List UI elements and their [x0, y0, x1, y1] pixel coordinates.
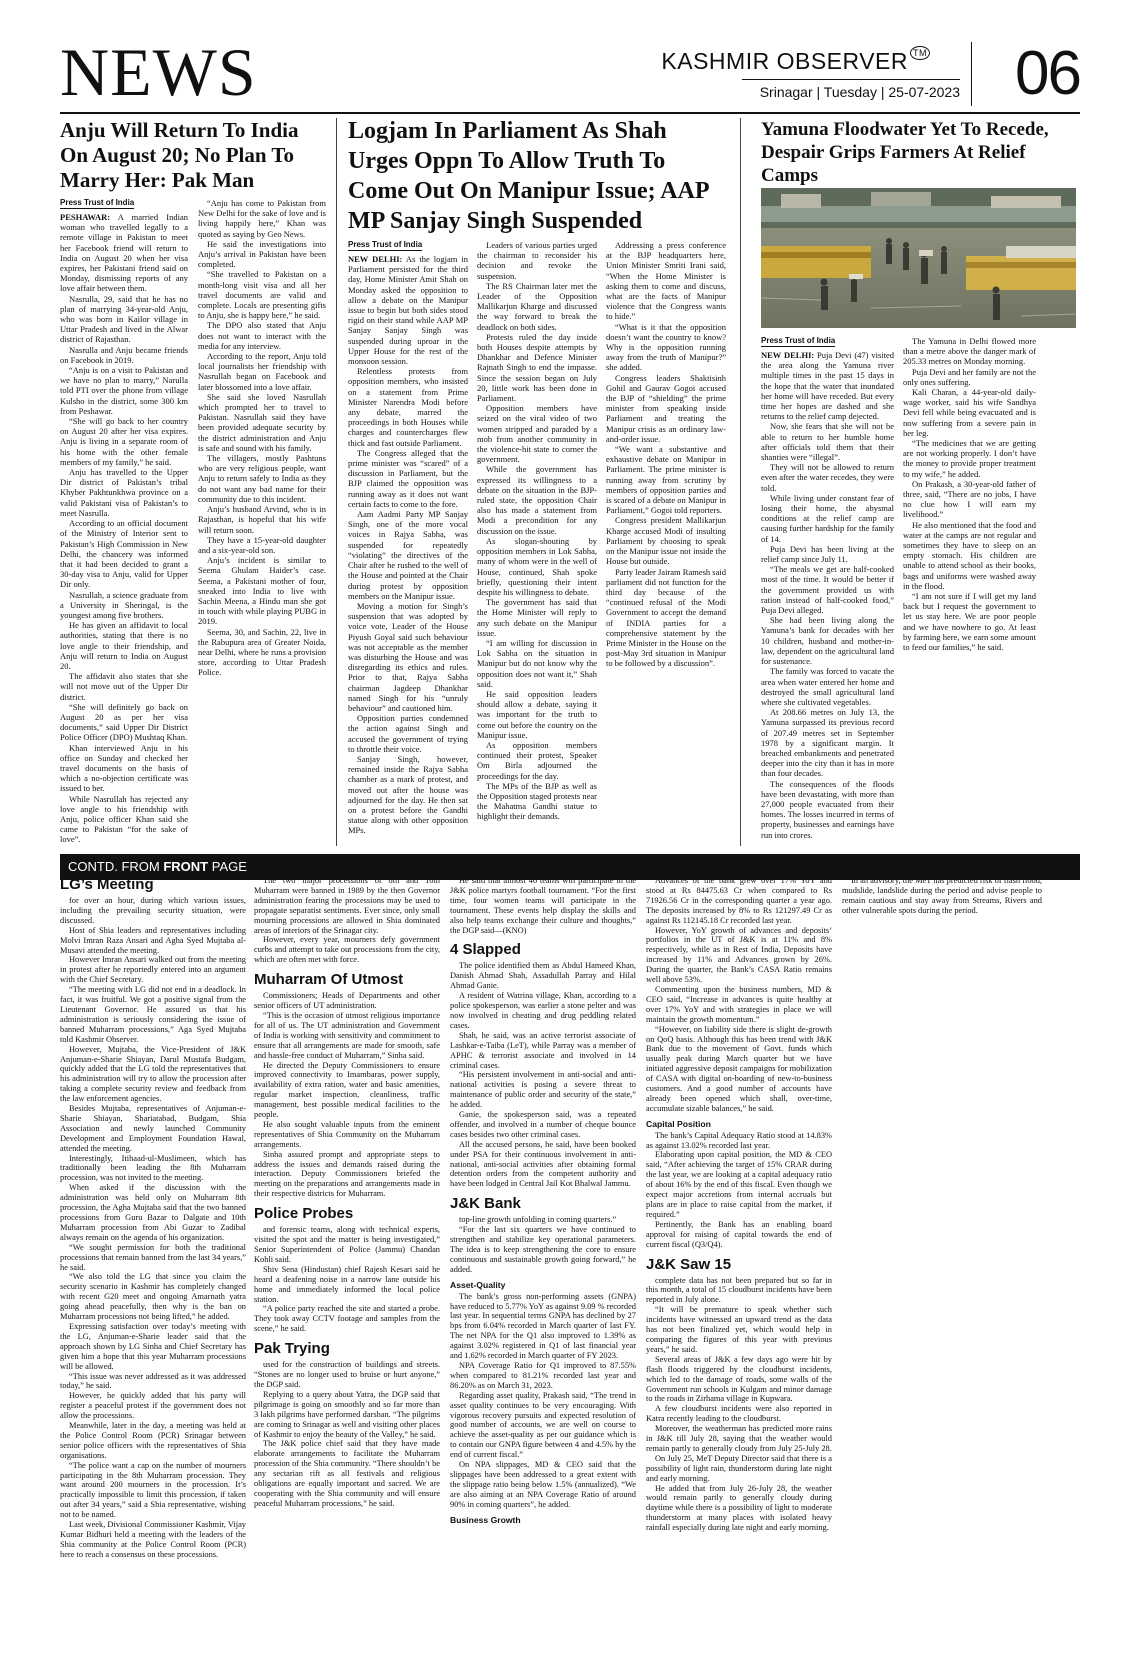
- story-text: Puja Devi (47) visited the area along the Yamuna river multiple times in the past 15 days in the hope that the water that inundated her home will have receded. But every time her hopes are dashed and she returns to the relief camp dejected.: [761, 350, 894, 422]
- masthead-rule: [60, 112, 1080, 114]
- story-paragraph: Khan interviewed Anju in his office on Sunday and checked her travel documents on the basis of which a no-objection certificate was issued to her.: [60, 742, 188, 794]
- story-paragraph: The villagers, mostly Pashtuns who are very religious people, want Anju to return safely to India as they do not want any bad name for their community due to this incident.: [198, 453, 326, 504]
- story-paragraph: Nasrullah, a science graduate from a University in Sheringal, is the youngest among five brothers.: [60, 589, 188, 620]
- story-paragraph: “She travelled to Pakistan on a month-long visit visa and all her travel documents are valid and complete. Locals are presenting gifts to Anju, she is happy here,” he said.: [198, 269, 326, 321]
- story-paragraph: The DPO also stated that Anju does not want to interact with the media for any interview.: [198, 320, 326, 351]
- story-paragraph: According to an official document of the Ministry of Interior sent to Pakistan’s High Commission in New Delhi, the chancery was informed that it had been decided to grant a 30-day visa to Anju, valid for Upper Dir only.: [60, 518, 188, 590]
- section-paragraph: and forensic teams, along with technical experts, visited the spot and the matter is being investigated,” Senior Superintendent of Police (Jammu) Chandan Kohli said.: [254, 1225, 440, 1264]
- story-paragraph: Kali Charan, a 44-year-old daily-wage worker, said his wife Sandhya Devi fell while being evacuated and is now suffering from a severe pain in her leg.: [903, 387, 1036, 438]
- section-heading: J&K Saw 15: [646, 1255, 732, 1273]
- story-dateline: NEW DELHI:: [348, 254, 403, 264]
- section-paragraph: When asked if the discussion with the administration was held only on Muharram 8th procession, the Agha Mujtaba said that the two banned processions from Guru Bazar to Dalgate and 10th Muharram procession from Abi Guzar to Zadibal always remain on the agenda of his organization.: [60, 1183, 246, 1242]
- story-paragraph: Puja Devi has been living at the relief camp since July 11.: [761, 543, 894, 565]
- story-paragraph: [761, 350, 894, 421]
- story-paragraph: Sanjay Singh, however, remained inside the Rajya Sabha chamber as a mark of protest, and moved out after the house was adjourned for the day. He then sat on a protest before the Gandhi statue along with other opposition MPs.: [348, 753, 468, 836]
- story-paragraph: “We want a substantive and exhaustive debate on Manipur in Parliament. The prime minister is running away from scrutiny by members of opposition parties and is scared of a debate on Manipur in Parliament,” Gogoi told reporters.: [606, 444, 726, 516]
- story-dateline: NEW DELHI:: [761, 350, 815, 360]
- story-paragraph: He also mentioned that the food and water at the camps are not regular and sometimes they have to sleep on an empty stomach. His children are unable to attend school as their books, bags and uniforms were washed away in the flood.: [903, 519, 1036, 591]
- section-title: NEWS: [60, 34, 257, 110]
- story2-headline: Logjam In Parliament As Shah Urges Oppn To Allow Truth To Come Out On Manipur Issue; AAP MP Sanjay Singh Suspended: [348, 118, 709, 234]
- story-paragraph: Moving a motion for Singh’s suspension that was adopted by voice vote, Leader of the House Piyush Goyal said such behaviour was not acceptable as the member was disturbing the House and was disregarding its ethics and rules. Prior to that, Rajya Sabha chairman Jagdeep Dhankhar named Singh for his “unruly behaviour” and cautioned him.: [348, 600, 468, 713]
- column-divider: [740, 118, 741, 846]
- section-paragraph: used for the construction of buildings and streets. “Stones are no longer used to bruise or hurt anyone,” the DGP said.: [254, 1360, 440, 1389]
- story2-column-3: [606, 240, 726, 846]
- section-paragraph: On NPA slippages, MD & CEO said that the slippages have been addressed to a great extent with the slippage ratio being below 1.5% (annualized). “We are also aiming at an NPA Coverage Ratio of around 90% in coming quarters”, he added.: [450, 1460, 636, 1509]
- section-heading: J&K Bank: [450, 1195, 521, 1213]
- section-paragraph: Besides Mujtaba, representatives of Anjuman-e-Sharie Shiayan, Shariatabad, Budgam, Shia Association and newly launched Community Development and Employment Foundation Hawal, attended the meeting.: [60, 1104, 246, 1153]
- section-paragraph: Interestingly, Itihaad-ul-Muslimeen, which has traditionally been leading the 8th Muharram procession, was not invited to the meeting.: [60, 1153, 246, 1183]
- contd-suffix: PAGE: [211, 859, 247, 874]
- section-paragraph: Moreover, the weatherman has predicted more rains in J&K till July 28, saying that the weather would remain partly to generally cloudy from July 25-July 28.: [646, 1424, 832, 1453]
- story-paragraph: According to the report, Anju told local journalists her friendship with Nasrullah began on Facebook and later blossomed into a love affair.: [198, 351, 326, 392]
- story-paragraph: The affidavit also states that she will not move out of the Upper Dir district.: [60, 671, 188, 702]
- story-paragraph: [348, 254, 468, 366]
- story-paragraph: They will not be allowed to return even after the water recedes, they were told.: [761, 462, 894, 493]
- story-paragraph: Now, she fears that she will not be able to return to her humble home after officials told them that their shanties were “illegal”.: [761, 421, 894, 463]
- story-paragraph: Nasrulla, 29, said that he has no plan of marrying 34-year-old Anju, who was born in Kailor village in Uttar Pradesh and lived in the Alwar district of Rajasthan.: [60, 293, 188, 345]
- section-paragraph: He said that almost 46 teams will participate in the J&K police martyrs football tournament. “For the first time, four women teams will participate in the tournament. These events help display the skills and also help teams exchange their culture and thoughts,” the DGP said—(KNO): [450, 876, 636, 935]
- section-paragraph: All the accused persons, he said, have been booked under PSA for their continuous involvement in anti-national, anti-social activities after obtaining formal detention orders from the competent authority and have been lodged in Central Jail Kot Bhalwal Jammu.: [450, 1139, 636, 1189]
- story-paragraph: Opposition parties condemned the action against Singh and accused the government of trying to throttle their voice.: [348, 713, 468, 754]
- contd-front: FRONT: [163, 859, 209, 874]
- section-paragraph: A resident of Watrina village, Khan, according to a police spokesperson, was earlier a stone pelter and was now involved in cheating and drug peddling related cases.: [450, 991, 636, 1030]
- story-paragraph: Leaders of various parties urged the chairman to reconsider his decision and revoke the suspension.: [477, 240, 597, 281]
- flood-photo: [761, 188, 1076, 328]
- section-heading: Police Probes: [254, 1205, 354, 1223]
- flood-photo-illustration: [761, 188, 1076, 328]
- story-paragraph: Congress leaders Shaktisinh Gohil and Gaurav Gogoi accused the BJP of “shielding” the prime minister from speaking inside Parliament and treating the Manipur crisis as an ordinary law-and-order issue.: [606, 372, 726, 444]
- story-paragraph: He said the investigations into Anju’s arrival in Pakistan have been completed.: [198, 238, 326, 270]
- section-paragraph: However, YoY growth of advances and deposits’ portfolios in the UT of J&K is at 11% and 8% respectively, while as in Rest of India, Deposits have increased by 11% and Advances grown by 26%. During the quarter, the Bank’s CASA Ratio remains well above 53%.: [646, 925, 832, 985]
- section-paragraph: Expressing satisfaction over today’s meeting with the LG, Anjuman-e-Sharie leader said that the approach shown by LG Sinha and Chief Secretary has given him a hope that this year Muharram processions will be allowed.: [60, 1321, 246, 1371]
- section-paragraph: The bank’s gross non-performing assets (GNPA) have reduced to 5.77% YoY as against 9.09 % recorded last year. In sequential terms GNPA has declined by 27 bps from 6.04% recorded in March quarter of last FY. The net NPA for the Q1 also improved to 1.39% as against 3.02% registered in Q1 of last financial year and 1.62% recorded in March quarter of FY 2023.: [450, 1291, 636, 1361]
- section-paragraph: However Imran Ansari walked out from the meeting in protest after he reportedly entered into an argument with the Chief Secretary.: [60, 955, 246, 985]
- story-paragraph: On Prakash, a 30-year-old father of three, said, “There are no jobs, I have no clue how I will earn my livelihood.”: [903, 478, 1036, 520]
- section-paragraph: “However, on liability side there is slight de-growth on QoQ basis. Although this has been trend with J&K Bank due to the movement of Govt. funds which usually peak during March quarter but we have initiated aggressive deposit campaigns for mobilization of CASA with digital on-boarding of new-to-business customers. And a good number of accounts have already been opened which shall, over-time, accumulate sizable balances,” he said.: [646, 1024, 832, 1113]
- trademark-mark: TM: [910, 46, 930, 60]
- story-text: A married Indian woman who travelled legally to a remote village in Pakistan to meet her Facebook friend will return to India on August 20 when her visa expires, her Pakistani friend said on Monday, dismissing reports of any love affair between them.: [60, 212, 188, 294]
- brand-name: [661, 48, 930, 75]
- story-paragraph: Seema, 30, and Sachin, 22, live in the Rabupura area of Greater Noida, near Delhi, where he runs a provision store, according to Uttar Pradesh Police.: [198, 626, 326, 678]
- story-paragraph: The Yamuna in Delhi flowed more than a metre above the danger mark of 205.33 metres on Monday morning.: [903, 336, 1036, 367]
- story-paragraph: “Anju has come to Pakistan from New Delhi for the sake of love and is living happily here,” Khan was quoted as saying by Geo News.: [198, 198, 326, 239]
- section-paragraph: “For the last six quarters we have continued to strengthen and stabilize key operational parameters. The idea is to keep strengthening the core to ensure continuous and sustainable growth going forward,” he added.: [450, 1225, 636, 1274]
- section-paragraph: He directed the Deputy Commissioners to ensure improved connectivity to Imambaras, power supply, availability of extra ration, water and basic amenities, regular market inspection, cleanliness, traffic management, best possible medical facilities to the people.: [254, 1060, 440, 1120]
- story1-headline: Anju Will Return To India On August 20; No Plan To Marry Her: Pak Man: [60, 118, 299, 192]
- section-paragraph: Ganie, the spokesperson said, was a repeated offender, and involved in a number of cheque bounce cases besides two other criminal cases.: [450, 1110, 636, 1139]
- section-paragraph: Several areas of J&K a few days ago were hit by flash floods triggered by the cloudburst incidents, which led to the damage of roads, some walls of the Government run schools in Kulgam and minor damage to the roads in Zirhama village in Kupwara.: [646, 1354, 832, 1404]
- story-paragraph: They have a 15-year-old daughter and a six-year-old son.: [198, 534, 326, 555]
- section-paragraph: On July 25, MeT Deputy Director said that there is a possibility of light rain, thunderstorm during late night and early morning.: [646, 1453, 832, 1483]
- story-paragraph: The Congress alleged that the prime minister was “scared” of a discussion in Parliament, but the BJP claimed the opposition was running away as it does not want certain facts to come to the fore.: [348, 447, 468, 509]
- section-paragraph: The police identified them as Abdul Hameed Khan, Danish Ahmad Shah, Assadullah Parray and Hilal Ahmad Ganie.: [450, 961, 636, 991]
- section-paragraph: Replying to a query about Yatra, the DGP said that pilgrimage is going on smoothly and so far more than 3 lakh pilgrims have performed darshan. “The pilgrims are coming to Srinagar as well and visiting other places of Kashmir to enjoy the beauty of the Valley,” he said.: [254, 1389, 440, 1439]
- story-paragraph: At 208.66 metres on July 13, the Yamuna surpassed its previous record of 207.49 metres set in September 1978 by a significant margin. It breached embankments and penetrated deeper into the city than it has in more than four decades.: [761, 707, 894, 779]
- section-paragraph: Commissioners; Heads of Departments and other senior officers of UT administration.: [254, 991, 440, 1011]
- story-paragraph: Relentless protests from opposition members, who insisted on a statement from Prime Minister Narendra Modi before any debate, marred the proceedings in both Houses while charges and countercharges flew thick and fast outside Parliament.: [348, 366, 468, 448]
- page-number-divider: [971, 42, 972, 106]
- story-paragraph: The consequences of the floods have been devastating, with more than 27,000 people evacuated from their homes. The losses incurred in terms of property, businesses and earnings have run into crores.: [761, 778, 894, 840]
- story-paragraph: Nasrulla and Anju became friends on Facebook in 2019.: [60, 344, 188, 365]
- story-paragraph: He said opposition leaders should allow a debate, saying it was important for the truth to come out before the country on the Manipur issue.: [477, 688, 597, 740]
- story-paragraph: “The meals we get are half-cooked most of the time. It would be better if the government provided us with ration instead of half-cooked food,” Puja Devi alleged.: [761, 564, 894, 616]
- section-paragraph: In an advisory, the MeT has predicted risk of flash flood, mudslide, landslide during the period and advise people to remain cautious and stay away from Streams, Rivers and other vulnerable spots during the period.: [842, 876, 1042, 915]
- section-paragraph: Shiv Sena (Hindustan) chief Rajesh Kesari said he heard a deafening noise in a narrow lane outside his home and immediately informed the local police station.: [254, 1264, 440, 1304]
- section-paragraph: “We also told the LG that since you claim the security scenario in Kashmir has completely changed with recent G20 meet and ongoing Amarnath yatra going ahead peacefully, then why is the ban on Muharram processions not being lifted,” he added.: [60, 1272, 246, 1322]
- section-paragraph: He added that from July 26-July 28, the weather would remain partly to generally cloudy during daytime while there is a possibility of light to moderate thunderstorm at many places with isolated heavy rainfall especially during late night and early morning.: [646, 1483, 832, 1533]
- section-paragraph: Host of Shia leaders and representatives including Molvi Imran Raza Ansari and Agha Syed Mujtaba al-Musavi attended the meeting.: [60, 925, 246, 955]
- story1-byline: Press Trust of India: [60, 198, 135, 207]
- story-paragraph: He has given an affidavit to local authorities, stating that there is no love angle to their friendship, and Anju will return to India on August 20.: [60, 620, 188, 671]
- section-paragraph: “A police party reached the site and started a probe. They took away CCTV footage and samples from the scene,” he said.: [254, 1304, 440, 1334]
- lower-column-4: [646, 876, 832, 1566]
- story-paragraph: The RS Chairman later met the Leader of the Opposition Mallikarjun Kharge and discussed the way forward to break the deadlock on both sides.: [477, 280, 597, 332]
- subsection-heading: Capital Position: [646, 1118, 711, 1129]
- section-paragraph: “His persistent involvement in anti-social and anti-national activities is posing a severe threat to maintenance of public order and security of the state,” he added.: [450, 1070, 636, 1110]
- contd-prefix: CONTD. FROM: [68, 859, 160, 874]
- section-paragraph: He also sought valuable inputs from the eminent representatives of Shia Community on the Muharram arrangements.: [254, 1119, 440, 1149]
- lower-column-1: [60, 876, 246, 1566]
- section-paragraph: “This issue was never addressed as it was addressed today,” he said.: [60, 1371, 246, 1391]
- story-dateline: PESHAWAR:: [60, 212, 111, 222]
- story-paragraph: Party leader Jairam Ramesh said parliament did not function for the third day because of the “continued refusal of the Modi Government to accept the demand of INDIA parties for a comprehensive statement by the Prime Minister in the House on the post-May 3rd situation in Manipur to be followed by a discussion”.: [606, 566, 726, 669]
- section-paragraph: The two major processions of 8th and 10th Muharram were banned in 1989 by the then Governor administration fearing the processions may be used to propagate separatist sentiments. Ever since, only small mourning processions are allowed in Shia dominated areas of interiors of the Srinagar city.: [254, 876, 440, 935]
- story-paragraph: While living under constant fear of losing their home, the abysmal conditions at the relief camp are causing further hardship for the family of 14.: [761, 492, 894, 544]
- masthead: [60, 34, 1080, 110]
- story-paragraph: Anju’s husband Arvind, who is in Rajasthan, is hopeful that his wife will return soon.: [198, 504, 326, 535]
- column-divider: [336, 118, 337, 846]
- section-paragraph: However, Mujtaba, the Vice-President of J&K Anjuman-e-Sharie Shiayan, Darul Mustafa Budgam, quickly added that the LG told the representatives that his administration will try to allow the procession after taking a complete security review and feedback from the law enforcement agencies.: [60, 1044, 246, 1104]
- story-paragraph: The MPs of the BJP as well as the Opposition staged protests near the Mahatma Gandhi statue to highlight their demands.: [477, 780, 597, 822]
- story-paragraph: Puja Devi and her family are not the only ones suffering.: [903, 366, 1036, 387]
- section-paragraph: However, he quickly added that his party will register a peaceful protest if the government does not allow the processions.: [60, 1391, 246, 1421]
- story-paragraph: Opposition members have seized on the viral video of two women stripped and paraded by a mob from another community in the violence-hit state to corner the government.: [477, 403, 597, 465]
- story-paragraph: The family was forced to vacate the area when water entered her home and destroyed the small agricultural land where she cultivated vegetables.: [761, 666, 894, 707]
- brand-underline: [742, 79, 960, 80]
- story-paragraph: “The medicines that we are getting are not working properly. I don’t have the money to provide proper treatment to my wife,” he added.: [903, 438, 1036, 479]
- section-paragraph: The bank’s Capital Adequacy Ratio stood at 14.83% as against 13.02% recorded last year.: [646, 1130, 832, 1150]
- section-paragraph: The J&K police chief said that they have made elaborate arrangements to facilitate the Muharram procession of the Shia community. “There shouldn’t be any sectarian rift as all festivals and religious obligations are equally important and sacred. We are cooperating with the Shia community and will ensure peaceful Muharram processions,” he said.: [254, 1439, 440, 1508]
- story3-headline: Yamuna Floodwater Yet To Recede, Despair Grips Farmers At Relief Camps: [761, 119, 1049, 186]
- section-paragraph: for over an hour, during which various issues, including the prevailing security situation, were discussed.: [60, 896, 246, 925]
- section-paragraph: Advances of the bank grew over 17% YoY and stood at Rs 84475.63 Cr when compared to Rs 71926.56 Cr in the corresponding quarter a year ago. The deposits increased by 8% to Rs 121297.49 Cr as against Rs 112145.18 Cr recorded last year.: [646, 876, 832, 925]
- story3-byline: Press Trust of India: [761, 336, 836, 345]
- story-paragraph: Protests ruled the day inside both Houses despite attempts by Dhankhar and Defence Minister Rajnath Singh to end the impasse. Since the session began on July 20, little work has been done in Parliament.: [477, 331, 597, 404]
- story1-column-1: [60, 212, 188, 846]
- section-paragraph: “It will be premature to speak whether such incidents have witnessed an upward trend as the data has not been finalized yet, which would help in comparing the figures of this year with previous years,” he said.: [646, 1305, 832, 1354]
- section-paragraph: NPA Coverage Ratio for Q1 improved to 87.55% when compared to 81.21% recorded last year and 86.20% as on March 31, 2023.: [450, 1360, 636, 1390]
- story-paragraph: The government has said that the Home Minister will reply to any such debate on the Manipur issue.: [477, 597, 597, 638]
- story-paragraph: “What is it that the opposition doesn’t want the country to know? Why is the opposition running away from the truth of Manipur?” she added.: [606, 321, 726, 373]
- story-paragraph: “She will definitely go back on August 20 as per her visa documents,” said Upper Dir District Police Officer (DPO) Mushtaq Khan.: [60, 701, 188, 743]
- section-paragraph: Last week, Divisional Commissioner Kashmir, Vijay Kumar Bidhuri held a meeting with the leaders of the Shia community at the Police Control Room (PCR) here to reach a consensus on these processions.: [60, 1520, 246, 1559]
- story-paragraph: Addressing a press conference at the BJP headquarters here, Union Minister Smriti Irani said, “When the Home Minister is asking them to come and discuss, what are the facts of Manipur violence that the Congress wants to hide.”: [606, 240, 726, 322]
- story-paragraph: [60, 212, 188, 294]
- story-text: As the logjam in Parliament persisted for the third day, Home Minister Amit Shah on Monday asked the opposition to allow a debate on the Manipur issue to begin but both sides stood rigid on their stand while AAP MP Sanjay Sanjay Singh was suspended during uproar in the Upper House for the rest of the monsoon session.: [348, 254, 468, 367]
- section-heading: LG’s Meeting: [60, 876, 154, 893]
- subsection-heading: Asset-Quality: [450, 1279, 506, 1290]
- section-paragraph: Elaborating upon capital position, the MD & CEO said, “After achieving the target of 15% CRAR during the last year, we are looking at a capital adequacy ratio of about 16% by the end of this fiscal. Even though we expect major accretions from internal accruals but plans are in place to raise capital from the market, if required.”: [646, 1150, 832, 1219]
- section-paragraph: A few cloudburst incidents were also reported in Katra recently leading to the cloudburst.: [646, 1404, 832, 1424]
- section-paragraph: “We sought permission for both the traditional processions that remain banned from the last 34 years,” he said.: [60, 1242, 246, 1272]
- section-paragraph: “This is the occasion of utmost religious importance for all of us. The UT administration and Government of India is working with sensitivity and commitment to ensure that all arrangements are made for smooth, safe and hassle-free conduct of Muharram,” Sinha said.: [254, 1010, 440, 1060]
- story-paragraph: As slogan-shouting by opposition members in Lok Sabha, many of whom were in the well of House, continued, Shah spoke briefly, questioning their intent despite his willingness to debate.: [477, 535, 597, 597]
- section-heading: 4 Slapped: [450, 941, 521, 959]
- section-paragraph: Sinha assured prompt and appropriate steps to address the issues and demands raised during the interaction. Deputy Commissioners briefed the meeting on the preparations and arrangements made in their respective districts for Muharram.: [254, 1149, 440, 1199]
- section-paragraph: Pertinently, the Bank has an enabling board approval for raising of capital towards the end of current fiscal (Q3/Q4).: [646, 1219, 832, 1249]
- story-paragraph: While the government has expressed its willingness to a debate on the situation in the BJP-ruled state, the opposition Chair also has made a statement from Modi a precondition for any discussion on the issue.: [477, 464, 597, 536]
- section-heading: Pak Trying: [254, 1340, 330, 1358]
- story-paragraph: “She will go back to her country on August 20 after her visa expires. Anju is living in a separate room of his home with the other female members of my family,” he said.: [60, 416, 188, 467]
- story3-column-1: [761, 350, 894, 846]
- story3-column-2: [903, 336, 1036, 846]
- section-paragraph: Shah, he said, was an active terrorist associate of Lashkar-e-Taiba (LeT), while Parray was a member of APHC & terrorist associate and involved in 14 criminal cases.: [450, 1030, 636, 1070]
- story-paragraph: She had been living along the Yamuna’s bank for decades with her 10 children, husband and mother-in-law, dependent on the agricultural land for sustenance.: [761, 615, 894, 667]
- lower-column-5: [842, 876, 1042, 1566]
- section-heading: Muharram Of Utmost: [254, 971, 404, 989]
- lower-column-3: [450, 876, 636, 1566]
- story-paragraph: Aam Aadmi Party MP Sanjay Singh, one of the more vocal voices in Rajya Sabha, was suspended for repeatedly “violating” the directives of the Chair after he rushed to the well of the House and pointed at the Chair during protest by opposition members on the Manipur issue.: [348, 509, 468, 601]
- page-number: 06: [1015, 39, 1080, 108]
- issue-dateline: Srinagar | Tuesday | 25-07-2023: [759, 84, 960, 100]
- story-paragraph: “I am not sure if I will get my land back but I request the government to let us stay here. We are poor people and we have nowhere to go. At least by farming here, we earn some amount to feed our families,” he said.: [903, 591, 1036, 653]
- story-paragraph: “I am willing for discussion in Lok Sabha on the situation in Manipur but do not know why the opposition does not want it,” Shah said.: [477, 637, 597, 689]
- story1-column-2: [198, 198, 326, 846]
- section-paragraph: Commenting upon the business numbers, MD & CEO said, “Increase in advances is quite healthy at over 17% YoY and with strategies in place we will maintain the growth momentum.”: [646, 984, 832, 1024]
- story-paragraph: While Nasrullah has rejected any love angle to his friendship with Anju, police officer Khan said she came to Pakistan “for the sake of love”.: [60, 793, 188, 845]
- story-paragraph: Anju has travelled to the Upper Dir district of Pakistan’s tribal Khyber Pakhtunkhwa province on a valid Pakistani visa of Pakistan’s to meet Nasrulla.: [60, 467, 188, 518]
- section-paragraph: “The meeting with LG did not end in a deadlock. In fact, it was fruitful. We got a positive signal from the Lieutenant Governor. He assured us that his administration is seriously considering the issue of banned Muharram processions,” Aga Syed Mujtaba told Kashmir Observer.: [60, 985, 246, 1044]
- story-paragraph: Anju’s incident is similar to Seema Ghulam Haider’s case. Seema, a Pakistani mother of four, sneaked into India to live with Sachin Meena, a Hindu man she got in touch with while playing PUBG in 2019.: [198, 555, 326, 627]
- story-paragraph: “Anju is on a visit to Pakistan and we have no plan to marry,” Narulla told PTI over the phone from village Kulsho in the district, some 300 km from Peshawar.: [60, 365, 188, 416]
- brand-text: KASHMIR OBSERVER: [661, 48, 908, 74]
- section-paragraph: top-line growth unfolding in coming quarters.”: [459, 1215, 617, 1225]
- lower-column-2: [254, 876, 440, 1566]
- story2-column-2: [477, 240, 597, 846]
- section-paragraph: complete data has not been prepared but so far in this month, a total of 15 cloudburst incidents have been reported in July alone.: [646, 1275, 832, 1305]
- section-paragraph: Meanwhile, later in the day, a meeting was held at the Police Control Room (PCR) Srinagar between senior police officers with the representatives of Shia organisations.: [60, 1421, 246, 1460]
- story-paragraph: As opposition members continued their protest, Speaker Om Birla adjourned the proceedings for the day.: [477, 739, 597, 781]
- story-paragraph: She said she loved Nasrullah which prompted her to travel to Pakistan. Nasrullah said they have been provided adequate security by the district administration and Anju is safe and sound with his family.: [198, 391, 326, 453]
- section-paragraph: Regarding asset quality, Prakash said, “The trend in asset quality continues to be very encouraging. With vigorous recovery pursuits and expected resolution of good number of accounts, we are well on course to achieve the asset-quality as per our guidance which is to contain our GNPA figure between 4 and 4.5% by the end of current fiscal.”: [450, 1390, 636, 1460]
- subsection-heading: Business Growth: [450, 1514, 521, 1525]
- section-paragraph: However, every year, mourners defy government curbs and attempt to take out processions from the city, which are often met with force.: [254, 935, 440, 965]
- section-paragraph: “The police want a cap on the number of mourners participating in the 8th Muharram procession. They want around 200 mourners in the procession. It’s practically impossible to limit this procession, if taken out after 34 years,” said a Shia representative, wishing not to be named.: [60, 1460, 246, 1520]
- story2-byline: Press Trust of India: [348, 240, 423, 249]
- story2-column-1: [348, 254, 468, 846]
- story-paragraph: Congress president Mallikarjun Kharge accused Modi of insulting Parliament by choosing to speak on the Manipur issue not inside the House but outside.: [606, 515, 726, 567]
